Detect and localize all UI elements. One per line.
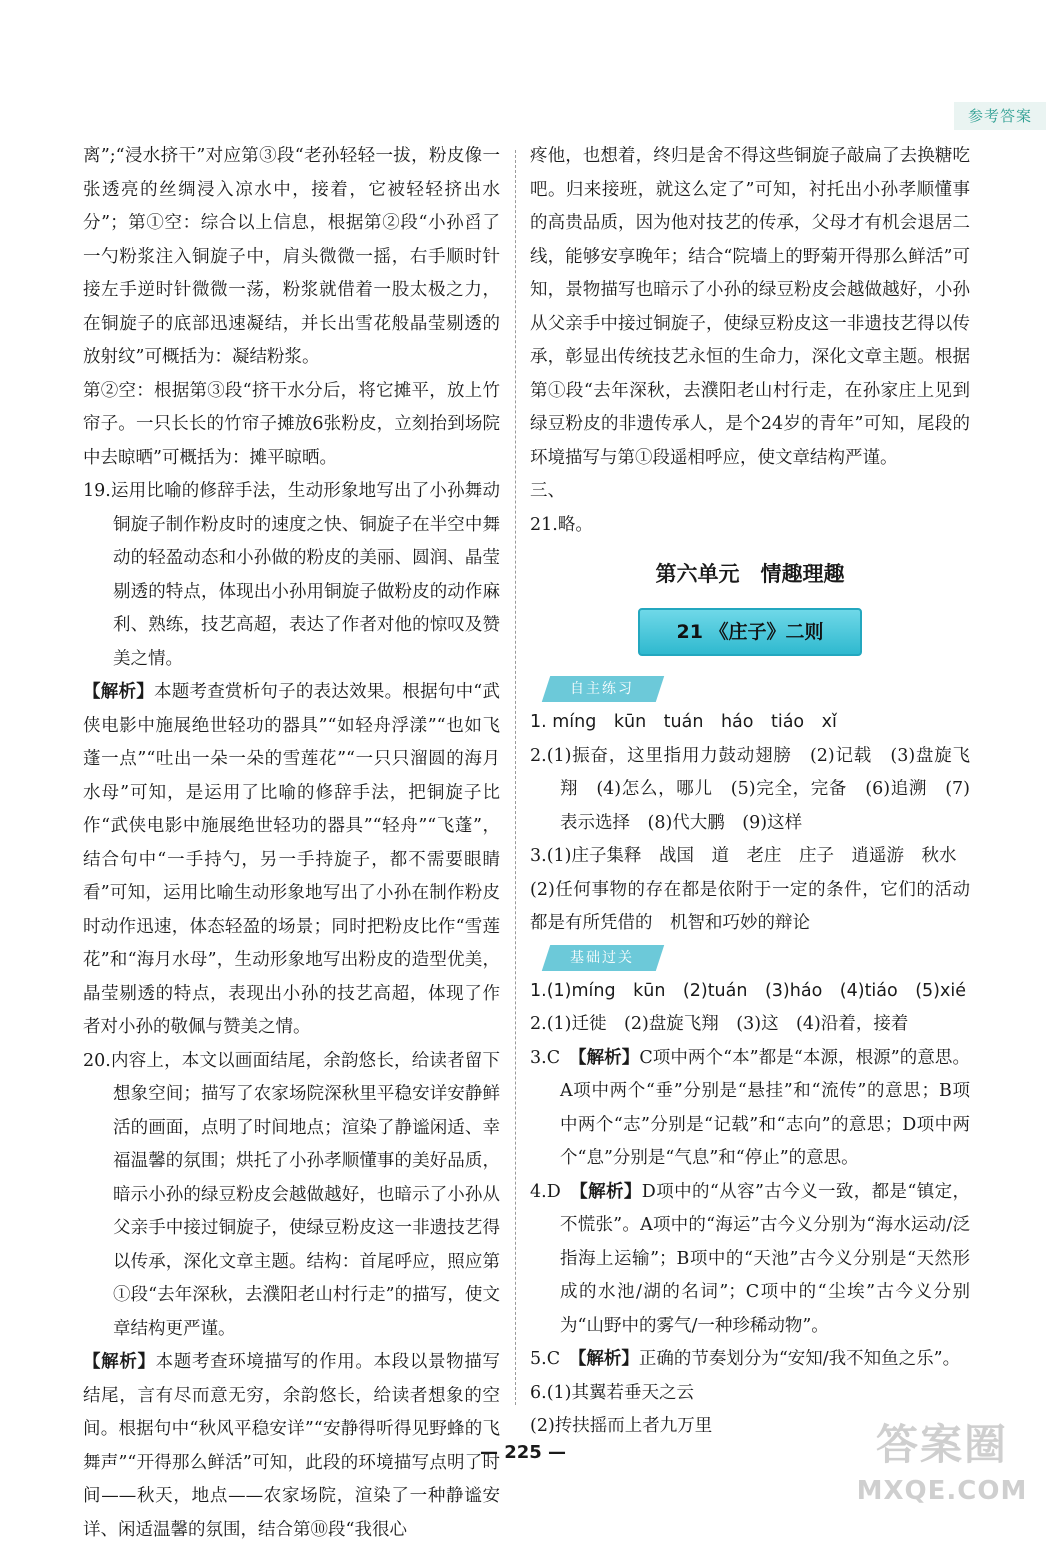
analysis-label: 【解析】 [577, 1349, 639, 1369]
header-section-tab: 参考答案 [954, 102, 1046, 130]
page-number: — 225 — [479, 1442, 567, 1463]
answer-b5: 5.C 【解析】正确的节奏划分为“安知/我不知鱼之乐”。 [530, 1349, 961, 1369]
answer-b4: 4.D 【解析】D项中的“从容”古今义一致，都是“镇定，不慌张”。A项中的“海运”古今义分别为“海水运动/泛指海上运输”；B项中的“天池”古今义分别是“天然形成的水池/湖的名词”；C项中的“尘埃”古今义分别为“山野中的雾气/一种珍稀动物”。 [530, 1181, 970, 1336]
unit-title: 第六单元 情趣理趣 [655, 562, 845, 586]
lesson-header [530, 608, 970, 656]
paragraph-continued: 离”;“浸水挤干”对应第③段“老孙轻轻一拔，粉皮像一张透亮的丝绸浸入凉水中，接着，它被轻轻挤出水分”；第①空：综合以上信息，根据第②段“小孙舀了一勺粉浆注入铜旋子中，肩头微微一摇，右手顺时针接左手逆时针微微一荡，粉浆就借着一股太极之力，在铜旋子的底部迅速凝结，并长出雪花般晶莹剔透的放射纹”可概括为：凝结粉浆。 [83, 146, 500, 367]
answer-21: 21.略。 [530, 514, 593, 535]
answer-a2: 2.(1)振奋，这里指用力鼓动翅膀 (2)记载 (3)盘旋飞翔 (4)怎么，哪儿 (5)完全，完备 (6)追溯 (7)表示选择 (8)代大鹏 (9)这样 [530, 745, 970, 833]
answer-b6: 6.(1)其翼若垂天之云 [530, 1382, 694, 1403]
answer-19: 19.运用比喻的修辞手法，生动形象地写出了小孙舞动铜旋子制作粉皮时的速度之快、铜旋子在半空中舞动的轻盈动态和小孙做的粉皮的美丽、圆润、晶莹剔透的特点，体现出小孙用铜旋子做粉皮的动作麻利、熟练，技艺高超，表达了作者对他的惊叹及赞美之情。 [83, 481, 500, 669]
watermark-url: MXQE.COM [856, 1476, 1028, 1506]
answer-20: 20.内容上，本文以画面结尾，余韵悠长，给读者留下想象空间；描写了农家场院深秋里平稳安详安静鲜活的画面，点明了时间地点；渲染了静谧闲适、幸福温馨的氛围；烘托了小孙孝顺懂事的美好品质，暗示小孙的绿豆粉皮会越做越好，也暗示了小孙从父亲手中接过铜旋子，使绿豆粉皮这一非遗技艺得以传承，深化文章主题。结构：首尾呼应，照应第①段“去年深秋，去濮阳老山村行走”的描写，使文章结构更严谨。 [83, 1050, 500, 1339]
analysis-label: 【解析】 [83, 682, 154, 702]
section-ribbon-basic: 基础过关 [542, 945, 664, 971]
analysis-text: 本题考查环境描写的作用。本段以景物描写结尾，言有尽而意无穷，余韵悠长，给读者想象的空间。根据句中“秋风平稳安详”“安静得听得见野蜂的飞舞声”“开得那么鲜活”可知，此段的环境描写点明了时间——秋天，地点——农家场院，渲染了一种静谧安详、闲适温馨的氛围，结合第⑩段“我很心 [83, 1352, 501, 1540]
analysis-text: 本题考查赏析句子的表达效果。根据句中“武侠电影中施展绝世轻功的器具”“如轻舟浮漾”“也如飞蓬一点”“吐出一朵一朵的雪莲花”“一只只溜圆的海月水母”可知，是运用了比喻的修辞手法，把铜旋子比作“武侠电影中施展绝世轻功的器具”“轻舟”“飞蓬”，结合句中“一手持勺，另一手持旋子，都不需要眼睛看”可知，运用比喻生动形象地写出了小孙在制作粉皮时动作迅速，体态轻盈的场景；同时把粉皮比作“雪莲花”和“海月水母”，生动形象地写出粉皮的造型优美，晶莹剔透的特点，表现出小孙的技艺高超，体现了作者对小孙的敬佩与赞美之情。 [83, 682, 500, 1037]
answer-a1: 1. míng kūn tuán háo tiáo xǐ [530, 712, 837, 732]
analysis-label: 【解析】 [577, 1047, 640, 1068]
right-column [530, 140, 970, 1444]
paragraph-blank-2: 第②空：根据第③段“挤干水分后，将它摊平，放上竹帘子。一只长长的竹帘子摊放6张粉皮，立刻抬到场院中去晾晒”可概括为：摊平晾晒。 [83, 380, 500, 468]
analysis-19 [83, 676, 500, 1045]
answer-b6-part2: (2)抟扶摇而上者九万里 [530, 1416, 713, 1436]
answer-b1: 1.(1)míng kūn (2)tuán (3)háo (4)tiáo (5)xié [530, 980, 966, 1001]
site-watermark-logo [852, 1416, 1032, 1526]
paragraph-continued: 疼他，也想着，终归是舍不得这些铜旋子敲扁了去换糖吃吧。归来接班，就这么定了”可知，衬托出小孙孝顺懂事的高贵品质，因为他对技艺的传承，父母才有机会退居二线，能够安享晚年；结合“院墙上的野菊开得那么鲜活”可知，景物描写也暗示了小孙的绿豆粉皮会越做越好，小孙从父亲手中接过铜旋子，使绿豆粉皮这一非遗技艺得以传承，彰显出传统技艺永恒的生命力，深化文章主题。根据第①段“去年深秋，去濮阳老山村行走，在孙家庄上见到绿豆粉皮的非遗传承人，是个24岁的青年”可知，尾段的环境描写与第①段遥相呼应，使文章结构严谨。 [530, 146, 970, 468]
watermark-logo-text: 答案圈 [875, 1420, 1008, 1469]
column-divider [515, 150, 516, 1405]
answer-a3-part2: (2)任何事物的存在都是依附于一定的条件，它们的活动都是有所凭借的 机智和巧妙的辩论 [530, 879, 970, 933]
section-three: 三、 [530, 481, 565, 501]
left-column [83, 140, 500, 1547]
answer-a3: 3.(1)庄子集释 战国 道 老庄 庄子 逍遥游 秋水 [530, 846, 957, 866]
answer-b2: 2.(1)迁徙 (2)盘旋飞翔 (3)这 (4)沿着，接着 [530, 1014, 909, 1034]
analysis-label: 【解析】 [83, 1352, 156, 1372]
analysis-label: 【解析】 [579, 1181, 642, 1202]
section-ribbon-self-practice: 自主练习 [542, 676, 664, 702]
lesson-title-badge: 21 《庄子》二则 [638, 608, 862, 656]
answer-b3: 3.C 【解析】C项中两个“本”都是“本源，根源”的意思。A项中两个“垂”分别是“悬挂”和“流传”的意思；B项中两个“志”分别是“记载”和“志向”的意思；D项中两个“息”分别是“气息”和“停止”的意思。 [530, 1047, 971, 1168]
